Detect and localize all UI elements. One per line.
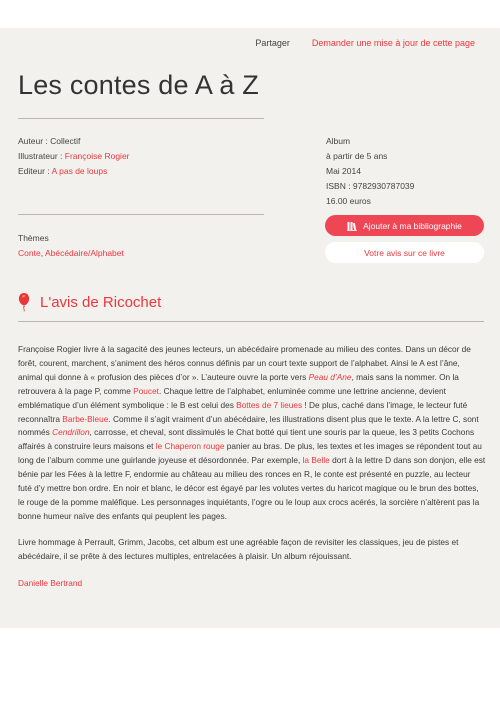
your-review-label: Votre avis sur ce livre [364, 247, 445, 258]
age-range: à partir de 5 ans [326, 151, 388, 161]
author-value: Collectif [50, 136, 81, 146]
illustrator-row [18, 149, 130, 164]
balloon-icon [18, 292, 30, 312]
illustrator-link[interactable]: Françoise Rogier [64, 151, 130, 161]
publisher-link[interactable]: A pas de loups [51, 166, 108, 176]
add-to-bibliography-label: Ajouter à ma bibliographie [363, 220, 462, 231]
theme-separator: , [40, 248, 45, 258]
la-belle-link[interactable]: la Belle [302, 455, 330, 466]
your-review-button[interactable] [325, 242, 484, 263]
review-body [18, 343, 486, 603]
add-to-bibliography-button[interactable] [325, 215, 484, 236]
album-details [326, 134, 414, 209]
review-text: panier au bras. De plus, les textes et les images se répondent tout au long de l’album comme une guirlande joyeuse et désordonnée. Par exemple, [18, 441, 482, 466]
review-text: Françoise Rogier livre à la sagacité des jeunes lecteurs, un abécédaire promenade au milieu des contes. Dans un décor de forêt, courent, marchent, s’animent des héros connus définis par un court texte support de l’alphabet. Ainsi le A est l’âne, animal qui donne à « profusion des pièces d’or ». L’auteure ouvre la porte vers [18, 344, 471, 382]
top-nav [255, 38, 475, 48]
bottes-link[interactable]: Bottes de 7 lieues [236, 399, 303, 410]
barbe-bleue-link[interactable]: Barbe-Bleue [62, 413, 109, 424]
album-type: Album [326, 136, 351, 146]
author-label: Auteur : [18, 136, 51, 146]
publication-date: Mai 2014 [326, 166, 361, 176]
divider [18, 214, 264, 215]
page-title: Les contes de A à Z [18, 70, 259, 100]
theme-abecedaire-link[interactable]: Abécédaire/Alphabet [44, 248, 124, 258]
share-link[interactable]: Partager [255, 38, 290, 48]
review-text: ! De plus, caché dans l’image, le lecteur futé reconnaîtra [18, 399, 468, 424]
author-row [18, 134, 130, 149]
illustrator-label: Illustrateur : [18, 151, 65, 161]
theme-conte-link[interactable]: Conte [18, 248, 41, 258]
review-paragraph [18, 343, 486, 524]
review-header [18, 292, 161, 312]
review-text: . Chaque lettre de l’alphabet, enluminée comme une lettrine ancienne, devient emblématique d’un élément symbolique : le B est celui des [18, 385, 446, 410]
book-credits [18, 134, 130, 179]
peau-d-ane-link[interactable]: Peau d’Ane [308, 371, 352, 382]
request-update-link[interactable]: Demander une mise à jour de cette page [311, 38, 475, 48]
themes-section [18, 231, 124, 261]
divider [18, 118, 264, 119]
publisher-label: Editeur : [18, 166, 52, 176]
chaperon-rouge-link[interactable]: le Chaperon rouge [155, 441, 225, 452]
review-text: dort à la lettre D dans son donjon, elle est bénie par les Fées à la lettre F, endormie au château au milieu des ronces en R, le conte est présenté en puzzle, au lecteur futé d’y mettre bon ordre. En noir et blanc, le décor est égayé par les volutes vertes du haricot magique ou le brun des bottes, le rouge de la pomme maléfique. Les personnages inquiétants, l’ogre ou le loup aux crocs acérés, la sorcière n’altèrent pas la bonne humeur naïve des enfants qui peuplent les pages. [18, 455, 486, 521]
isbn: ISBN : 9782930787039 [326, 181, 415, 191]
publisher-row [18, 164, 130, 179]
review-heading: L'avis de Ricochet [40, 293, 162, 311]
cendrillon-link[interactable]: Cendrillon [52, 427, 90, 438]
review-text: , mais sans la nommer. On la retrouvera à la page P, comme [18, 371, 459, 396]
review-text: . Comme il s’agit vraiment d’un abécédaire, les illustrations disent plus que le texte. A la lettre C, sont nommés [18, 413, 479, 438]
poucet-link[interactable]: Poucet [133, 385, 159, 396]
themes-label: Thèmes [18, 233, 49, 243]
bookshelf-icon [347, 221, 357, 231]
themes-list [18, 246, 124, 261]
price: 16.00 euros [326, 196, 371, 206]
review-text: , carrosse, et cheval, sont dissimulés le Chat botté qui tient une souris par la queue, les 3 petits Cochons affairés à construire leurs maisons et [18, 427, 475, 452]
divider [18, 321, 484, 322]
top-strip [0, 0, 500, 28]
review-paragraph: Livre hommage à Perrault, Grimm, Jacobs, cet album est une agréable façon de revisiter les classiques, jeu de pistes et abécédaire, il se prête à des lectures multiples, entrelacées à plaisir. Un album réjouissant. [18, 537, 459, 562]
book-page [0, 28, 500, 628]
review-author-link[interactable]: Danielle Bertrand [18, 577, 83, 588]
